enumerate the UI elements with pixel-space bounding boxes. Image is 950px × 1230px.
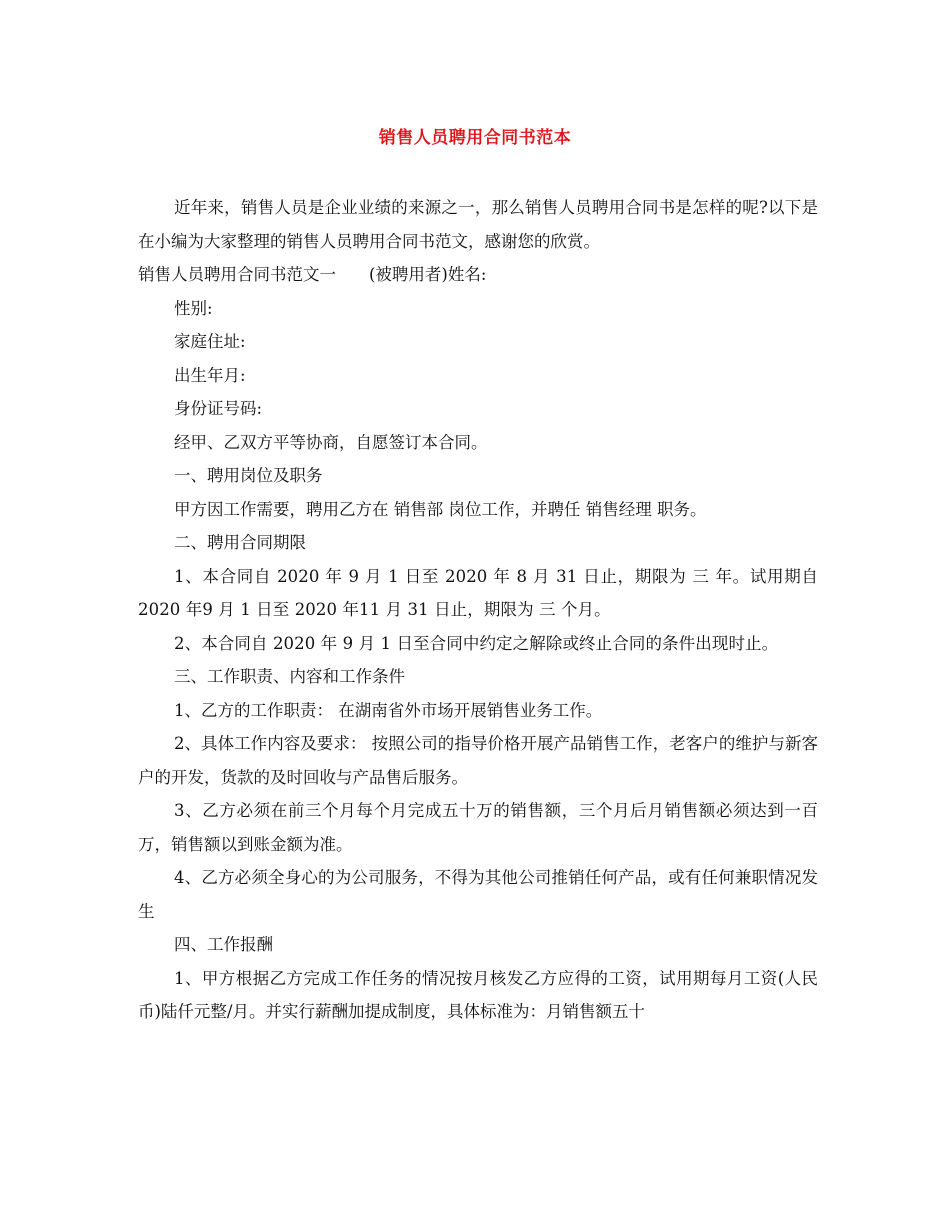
term-paragraph-2: 2、本合同自 2020 年 9 月 1 日至合同中约定之解除或终止合同的条件出现时止。 xyxy=(174,633,779,653)
section-heading-3: 三、工作职责、内容和工作条件 xyxy=(174,667,405,686)
document-title: 销售人员聘用合同书范本 xyxy=(378,128,572,148)
duty-paragraph-4: 4、乙方必须全身心的为公司服务，不得为其他公司推销任何产品，或有任何兼职情况发生 xyxy=(138,868,818,921)
section-heading-4: 四、工作报酬 xyxy=(174,935,273,954)
position-paragraph: 甲方因工作需要，聘用乙方在 销售部 岗位工作，并聘任 销售经理 职务。 xyxy=(174,499,707,519)
agreement-line: 经甲、乙双方平等协商，自愿签订本合同。 xyxy=(174,432,488,452)
section-heading-2: 二、聘用合同期限 xyxy=(174,533,306,552)
salary-paragraph-1: 1、甲方根据乙方完成工作任务的情况按月核发乙方应得的工资，试用期每月工资(人民币)陆仟元整/月。并实行薪酬加提成制度，具体标准为：月销售额五十 xyxy=(138,968,818,1021)
birth-field: 出生年月: xyxy=(174,365,246,385)
document-body xyxy=(138,191,818,1029)
id-number-field: 身份证号码: xyxy=(174,399,263,418)
duty-paragraph-2: 2、具体工作内容及要求： 按照公司的指导价格开展产品销售工作，老客户的维护与新客户的开发，货款的及时回收与产品售后服务。 xyxy=(138,734,818,787)
contract-heading-line: 销售人员聘用合同书范文一 (被聘用者)姓名: xyxy=(138,265,487,284)
term-paragraph-1: 1、本合同自 2020 年 9 月 1 日至 2020 年 8 月 31 日止，期限为 三 年。试用期自 2020 年9 月 1 日至 2020 年11 月 31 日止，期限为 三 个月。 xyxy=(138,566,818,619)
duty-paragraph-1: 1、乙方的工作职责： 在湖南省外市场开展销售业务工作。 xyxy=(174,700,603,720)
duty-paragraph-3: 3、乙方必须在前三个月每个月完成五十万的销售额，三个月后月销售额必须达到一百万，销售额以到账金额为准。 xyxy=(138,801,818,854)
intro-paragraph: 近年来，销售人员是企业业绩的来源之一，那么销售人员聘用合同书是怎样的呢?以下是在小编为大家整理的销售人员聘用合同书范文，感谢您的欣赏。 xyxy=(138,198,818,251)
address-field: 家庭住址: xyxy=(174,332,246,351)
section-heading-1: 一、聘用岗位及职务 xyxy=(174,466,323,485)
gender-field: 性别: xyxy=(174,298,213,318)
